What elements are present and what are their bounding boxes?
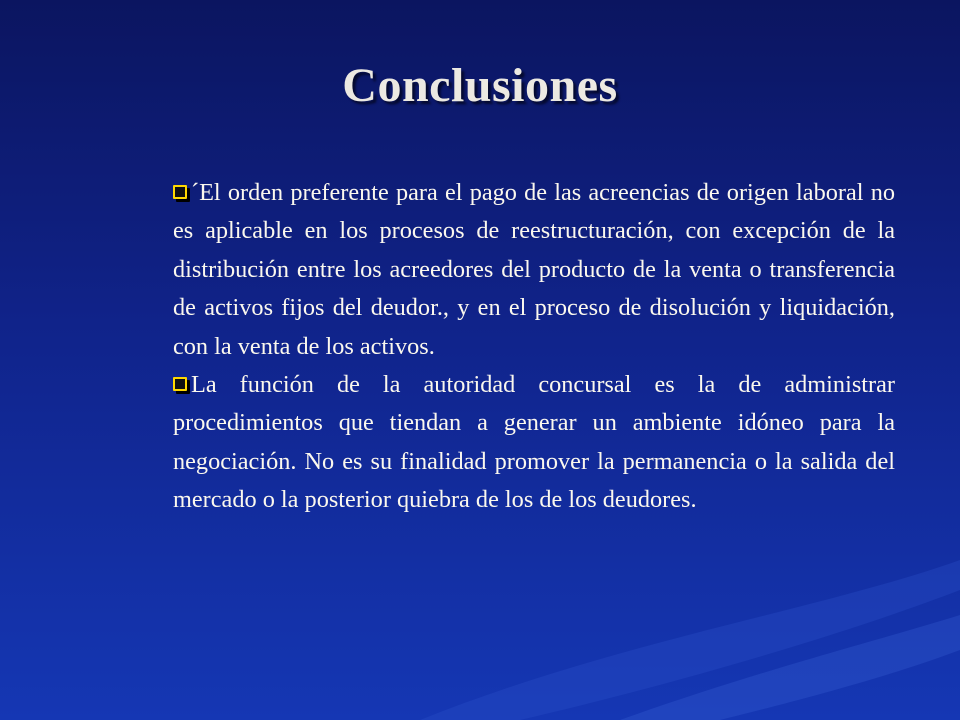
bullet-item bbox=[173, 174, 895, 366]
bullet-list bbox=[173, 174, 895, 520]
bullet-text: La función de la autoridad concursal es la de administrar procedimientos que tiendan a generar un ambiente idóneo para la negociación. No es su finalidad promover la permanencia o la salida del mercado o la posterior quiebra de los de los deudores. bbox=[173, 371, 895, 514]
checkbox-bullet-icon bbox=[173, 377, 187, 391]
checkbox-bullet-icon bbox=[173, 185, 187, 199]
bullet-item bbox=[173, 366, 895, 520]
slide-title: Conclusiones bbox=[342, 59, 618, 112]
bullet-text: ´El orden preferente para el pago de las acreencias de origen laboral no es aplicable en los procesos de reestructuración, con excepción de la distribución entre los acreedores del producto de la venta o transferencia de activos fijos del deudor., y en el proceso de disolución y liquidación, con la venta de los activos. bbox=[173, 179, 895, 360]
